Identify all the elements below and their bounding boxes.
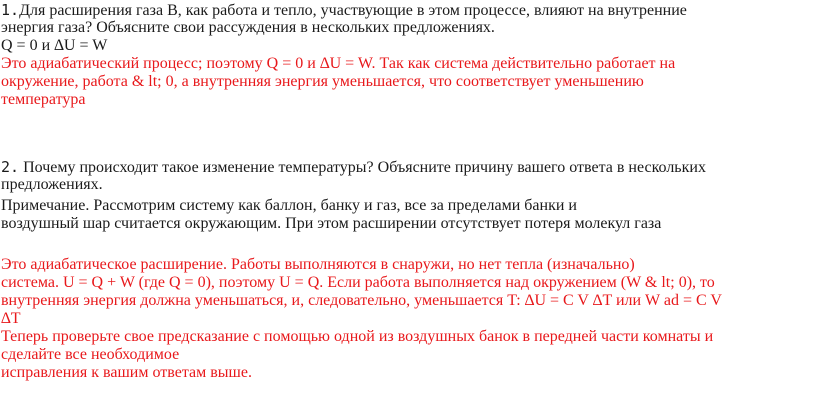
answer-1-line-3: температура: [1, 91, 86, 108]
note-line-2: воздушный шар считается окружающим. При этом расширении отсутствует потеря молекул газа: [1, 215, 662, 232]
answer-1-line-1: Это адиабатический процесс; поэтому Q = 0 и ∆U = W. Так как система действительно работает на: [1, 55, 676, 72]
question-1-line-1: [1, 1, 687, 20]
question-1-number: 1.: [1, 1, 20, 19]
question-1-line-2: энергия газа? Объясните свои рассуждения в нескольких предложениях.: [1, 19, 495, 36]
note-line-1: Примечание. Рассмотрим систему как баллон, банку и газ, все за пределами банки и: [1, 197, 577, 214]
question-2-number: 2.: [1, 158, 20, 176]
instruction-line-2: сделайте все необходимое: [1, 346, 180, 363]
instruction-line-1: Теперь проверьте свое предсказание с помощью одной из воздушных банок в передней части комнаты и: [1, 328, 714, 345]
question-1-line-3: Q = 0 и ∆U = W: [1, 37, 108, 54]
answer-2-line-1: Это адиабатическое расширение. Работы выполняются в снаружи, но нет тепла (изначально): [1, 256, 635, 273]
answer-1-line-2: окружение, работа & lt; 0, а внутренняя энергия уменьшается, что соответствует уменьшению: [1, 73, 644, 90]
answer-2-line-3: внутренняя энергия должна уменьшаться, и, следовательно, уменьшается T: ∆U = C V ∆T или W ad = C V: [1, 292, 722, 309]
answer-2-line-4: ∆T: [1, 310, 21, 327]
question-2-line-2: предложениях.: [1, 176, 103, 193]
question-1-text-1: Для расширения газа B, как работа и тепло, участвующие в этом процессе, влияют на внутренние: [19, 2, 687, 19]
answer-2-line-2: система. U = Q + W (где Q = 0), поэтому U = Q. Если работа выполняется над окружением (W & lt; 0), то: [1, 274, 715, 291]
question-2-line-1: [1, 158, 706, 177]
instruction-line-3: исправления к вашим ответам выше.: [1, 364, 252, 381]
question-2-text-1: Почему происходит такое изменение температуры? Объясните причину вашего ответа в нескольких: [23, 159, 706, 176]
